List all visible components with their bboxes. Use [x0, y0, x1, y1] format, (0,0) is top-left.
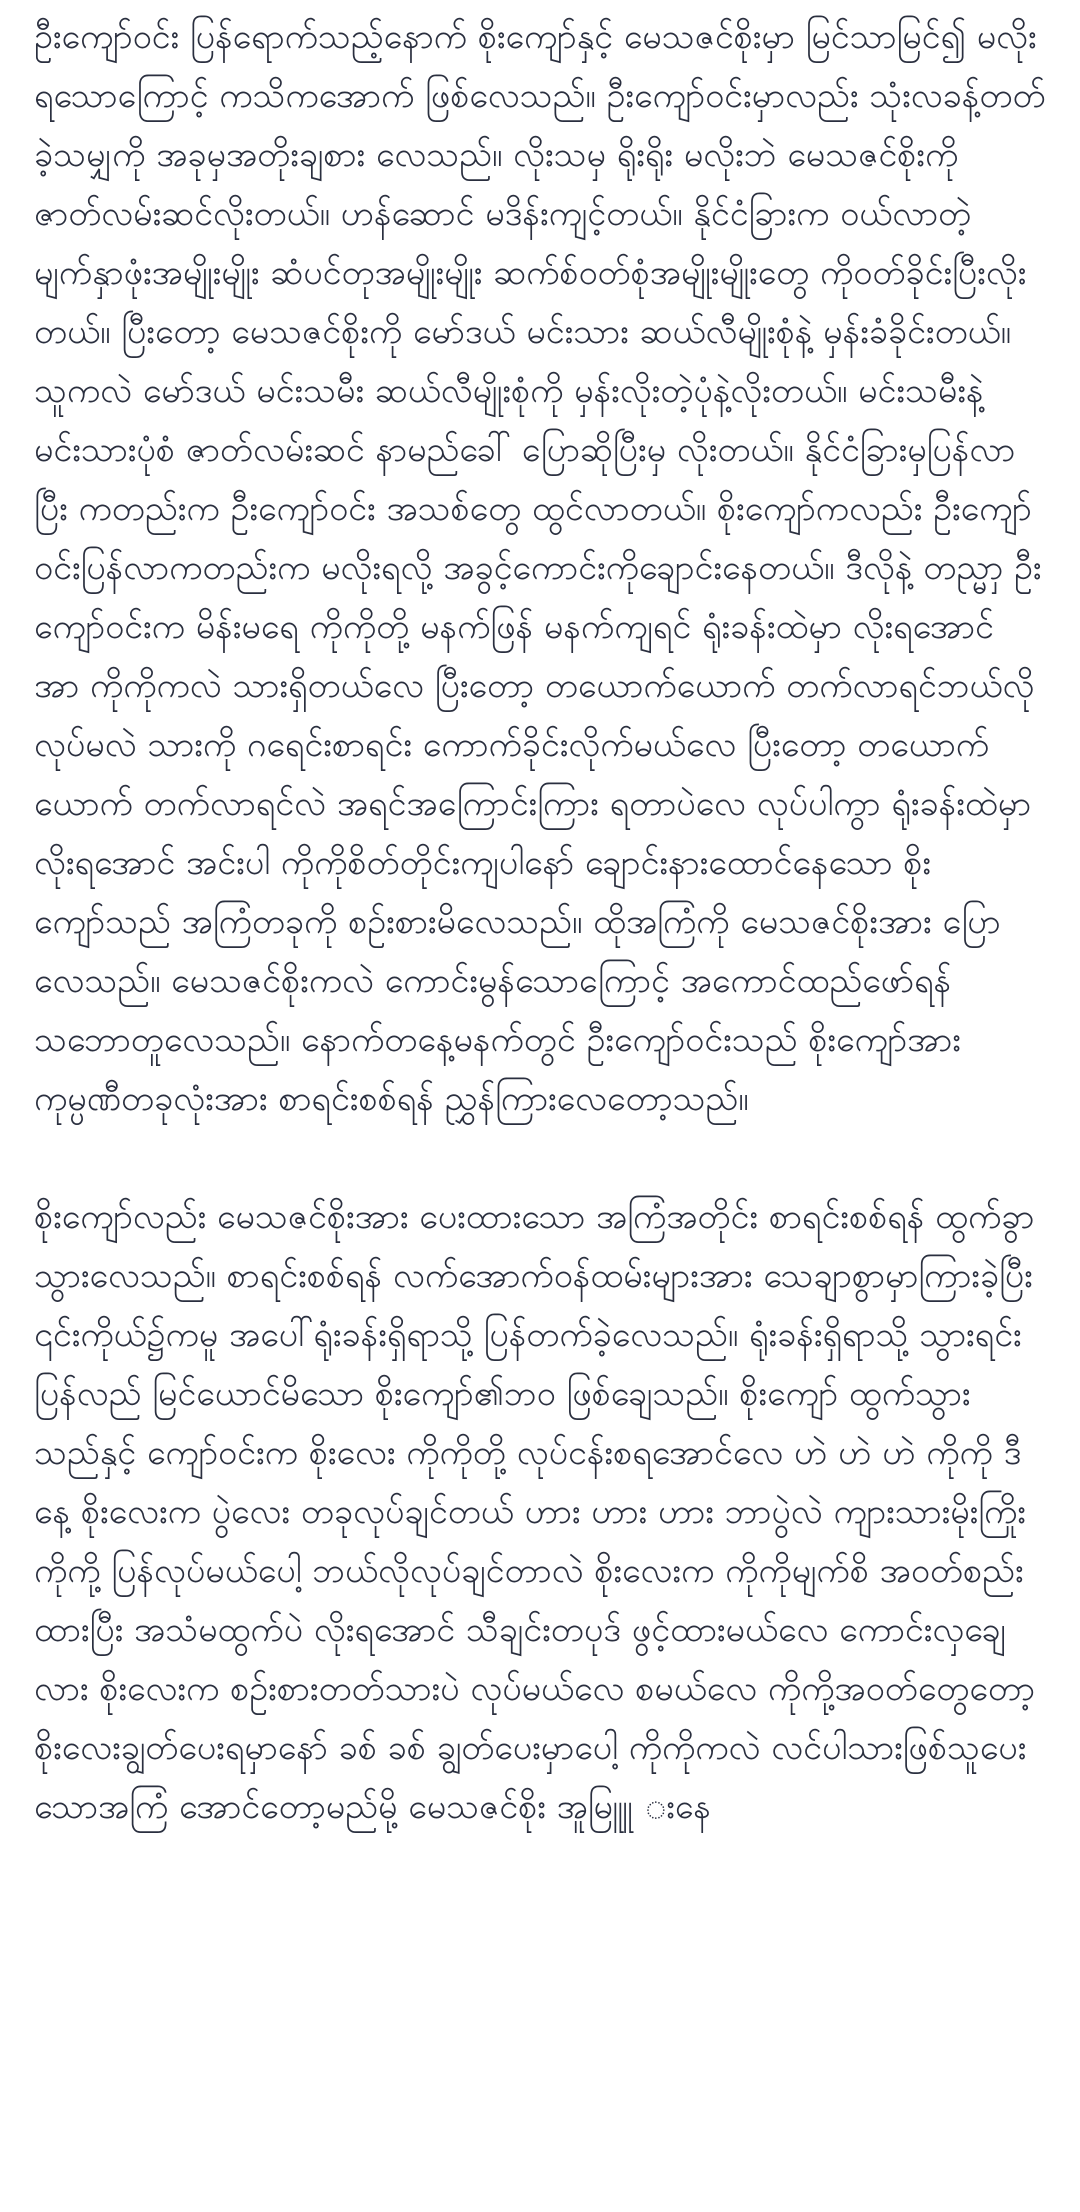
story-paragraph-1: ဦးကျော်ဝင်း ပြန်ရောက်သည့်နောက် စိုးကျော်နှင့် မေသဇင်စိုးမှာ မြင်သာမြင်၍ မလိုးရသောကြောင့် ကသိကအောက် ဖြစ်လေသည်။ ဦးကျော်ဝင်းမှာလည်း သုံးလခန့်တတ်ခဲ့သမျှကို အခုမှအတိုးချစား လေသည်။ လိုးသမှ ရိုးရိုး မလိုးဘဲ မေသဇင်စိုးကို ဇာတ်လမ်းဆင်လိုးတယ်။ ဟန်ဆောင် မဒိန်းကျင့်တယ်။ နိုင်ငံခြားက ဝယ်လာတဲ့ မျက်နှာဖုံးအမျိုးမျိုး ဆံပင်တုအမျိုးမျိုး ဆက်စ်ဝတ်စုံအမျိုးမျိုးတွေ ကိုဝတ်ခိုင်းပြီးလိုးတယ်။ ပြီးတော့ မေသဇင်စိုးကို မော်ဒယ် မင်းသား ဆယ်လီမျိုးစုံနဲ့ မှန်းခံခိုင်းတယ်။ သူကလဲ မော်ဒယ် မင်းသမီး ဆယ်လီမျိုးစုံကို မှန်းလိုးတဲ့ပုံနဲ့လိုးတယ်။ မင်းသမီးနဲ့ မင်းသားပုံစံ ဇာတ်လမ်းဆင် နာမည်ခေါ် ပြောဆိုပြီးမှ လိုးတယ်။ နိုင်ငံခြားမှပြန်လာပြီး ကတည်းက ဦးကျော်ဝင်း အသစ်တွေ ထွင်လာတယ်။ စိုးကျော်ကလည်း ဦးကျော်ဝင်းပြန်လာကတည်းက မလိုးရလို့ အခွင့်ကောင်းကိုချောင်းနေတယ်။ ဒီလိုနဲ့ တည္မှာ ဦးကျော်ဝင်းက မိန်းမရေ ကိုကိုတို့ မနက်ဖြန် မနက်ကျရင် ရုံးခန်းထဲမှာ လိုးရအောင် အာ ကိုကိုကလဲ သားရှိတယ်လေ ပြီးတော့ တယောက်ယောက် တက်လာရင်ဘယ်လိုလုပ်မလဲ သားကို ဂရေင်းစာရင်း ကောက်ခိုင်းလိုက်မယ်လေ ပြီးတော့ တယောက်ယောက် တက်လာရင်လဲ အရင်အကြောင်းကြား ရတာပဲလေ လုပ်ပါကွာ ရုံးခန်းထဲမှာ လိုးရအောင် အင်းပါ ကိုကိုစိတ်တိုင်းကျပါနော် ချောင်းနားထောင်နေသော စိုးကျော်သည် အကြံတခုကို စဉ်းစားမိလေသည်။ ထိုအကြံကို မေသဇင်စိုးအား ပြောလေသည်။ မေသဇင်စိုးကလဲ ကောင်းမွန်သောကြောင့် အကောင်ထည်ဖော်ရန် သဘောတူလေသည်။ နောက်တနေ့မနက်တွင် ဦးကျော်ဝင်းသည် စိုးကျော်အား ကုမ္ပဏီတခုလုံးအား စာရင်းစစ်ရန် ညွှန်ကြားလေတော့သည်။: [34, 17, 1046, 1119]
story-paragraph-2: စိုးကျော်လည်း မေသဇင်စိုးအား ပေးထားသော အကြံအတိုင်း စာရင်းစစ်ရန် ထွက်ခွာသွားလေသည်။ စာရင်းစစ်ရန် လက်အောက်ဝန်ထမ်းများအား သေချာစွာမှာကြားခဲ့ပြီး ၎င်းကိုယ်၌ကမူ အပေါ်ရုံးခန်းရှိရာသို့ ပြန်တက်ခဲ့လေသည်။ ရုံးခန်းရှိရာသို့ သွားရင်း ပြန်လည် မြင်ယောင်မိသော စိုးကျော်၏ဘဝ ဖြစ်ချေသည်။ စိုးကျော် ထွက်သွားသည်နှင့် ကျော်ဝင်းက စိုးလေး ကိုကိုတို့ လုပ်ငန်းစရအောင်လေ ဟဲ ဟဲ ဟဲ ကိုကို ဒီနေ့ စိုးလေးက ပွဲလေး တခုလုပ်ချင်တယ် ဟား ဟား ဟား ဘာပွဲလဲ ကျားသားမိုးကြိုး ကိုကို့ ပြန်လုပ်မယ်ပေါ့ ဘယ်လိုလုပ်ချင်တာလဲ စိုးလေးက ကိုကိုမျက်စိ အဝတ်စည်းထားပြီး အသံမထွက်ပဲ လိုးရအောင် သီချင်းတပုဒ် ဖွင့်ထားမယ်လေ ကောင်းလှချေလား စိုးလေးက စဉ်းစားတတ်သားပဲ လုပ်မယ်လေ စမယ်လေ ကိုကို့အဝတ်တွေတော့ စိုးလေးချွတ်ပေးရမှာနော် ခစ် ခစ် ချွတ်ပေးမှာပေါ့ ကိုကိုကလဲ လင်ပါသားဖြစ်သူပေးသောအကြံ အောင်တော့မည်မို့ မေသဇင်စိုး အူမြူူ းနေ: [34, 1197, 1035, 1827]
